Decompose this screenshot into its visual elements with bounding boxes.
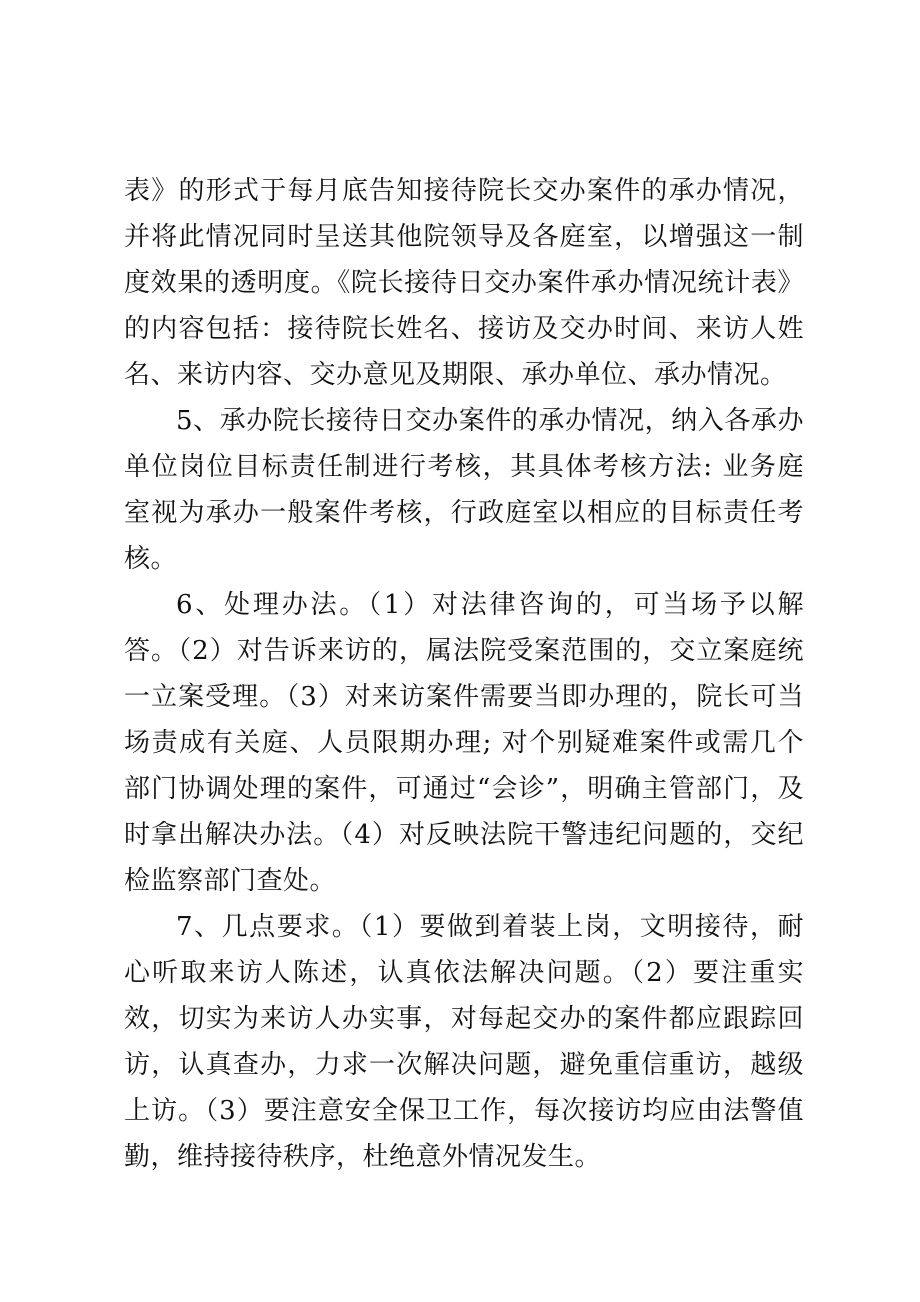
document-body: [124, 168, 804, 1180]
paragraph-item-7: 7、几点要求。（1）要做到着装上岗，文明接待，耐心听取来访人陈述，认真依法解决问题。（2）要注重实效，切实为来访人办实事，对每起交办的案件都应跟踪回访，认真查办，力求一次解决问题，避免重信重访，越级上访。（3）要注意安全保卫工作，每次接访均应由法警值勤，维持接待秩序，杜绝意外情况发生。: [124, 912, 804, 1172]
paragraph-item-6: 6、处理办法。（1）对法律咨询的，可当场予以解答。（2）对告诉来访的，属法院受案范围的，交立案庭统一立案受理。（3）对来访案件需要当即办理的，院长可当场责成有关庭、人员限期办理; 对个别疑难案件或需几个部门协调处理的案件，可通过“会诊”，明确主管部门，及时拿出解决办法。（4）对反映法院干警违纪问题的，交纪检监察部门查处。: [124, 590, 804, 896]
paragraph-item-5: 5、承办院长接待日交办案件的承办情况，纳入各承办单位岗位目标责任制进行考核，其具体考核方法: 业务庭室视为承办一般案件考核，行政庭室以相应的目标责任考核。: [124, 406, 804, 574]
paragraph-continuation: 表》的形式于每月底告知接待院长交办案件的承办情况，并将此情况同时呈送其他院领导及各庭室，以增强这一制度效果的透明度。《院长接待日交办案件承办情况统计表》的内容包括：接待院长姓名、接访及交办时间、来访人姓名、来访内容、交办意见及期限、承办单位、承办情况。: [124, 176, 804, 390]
